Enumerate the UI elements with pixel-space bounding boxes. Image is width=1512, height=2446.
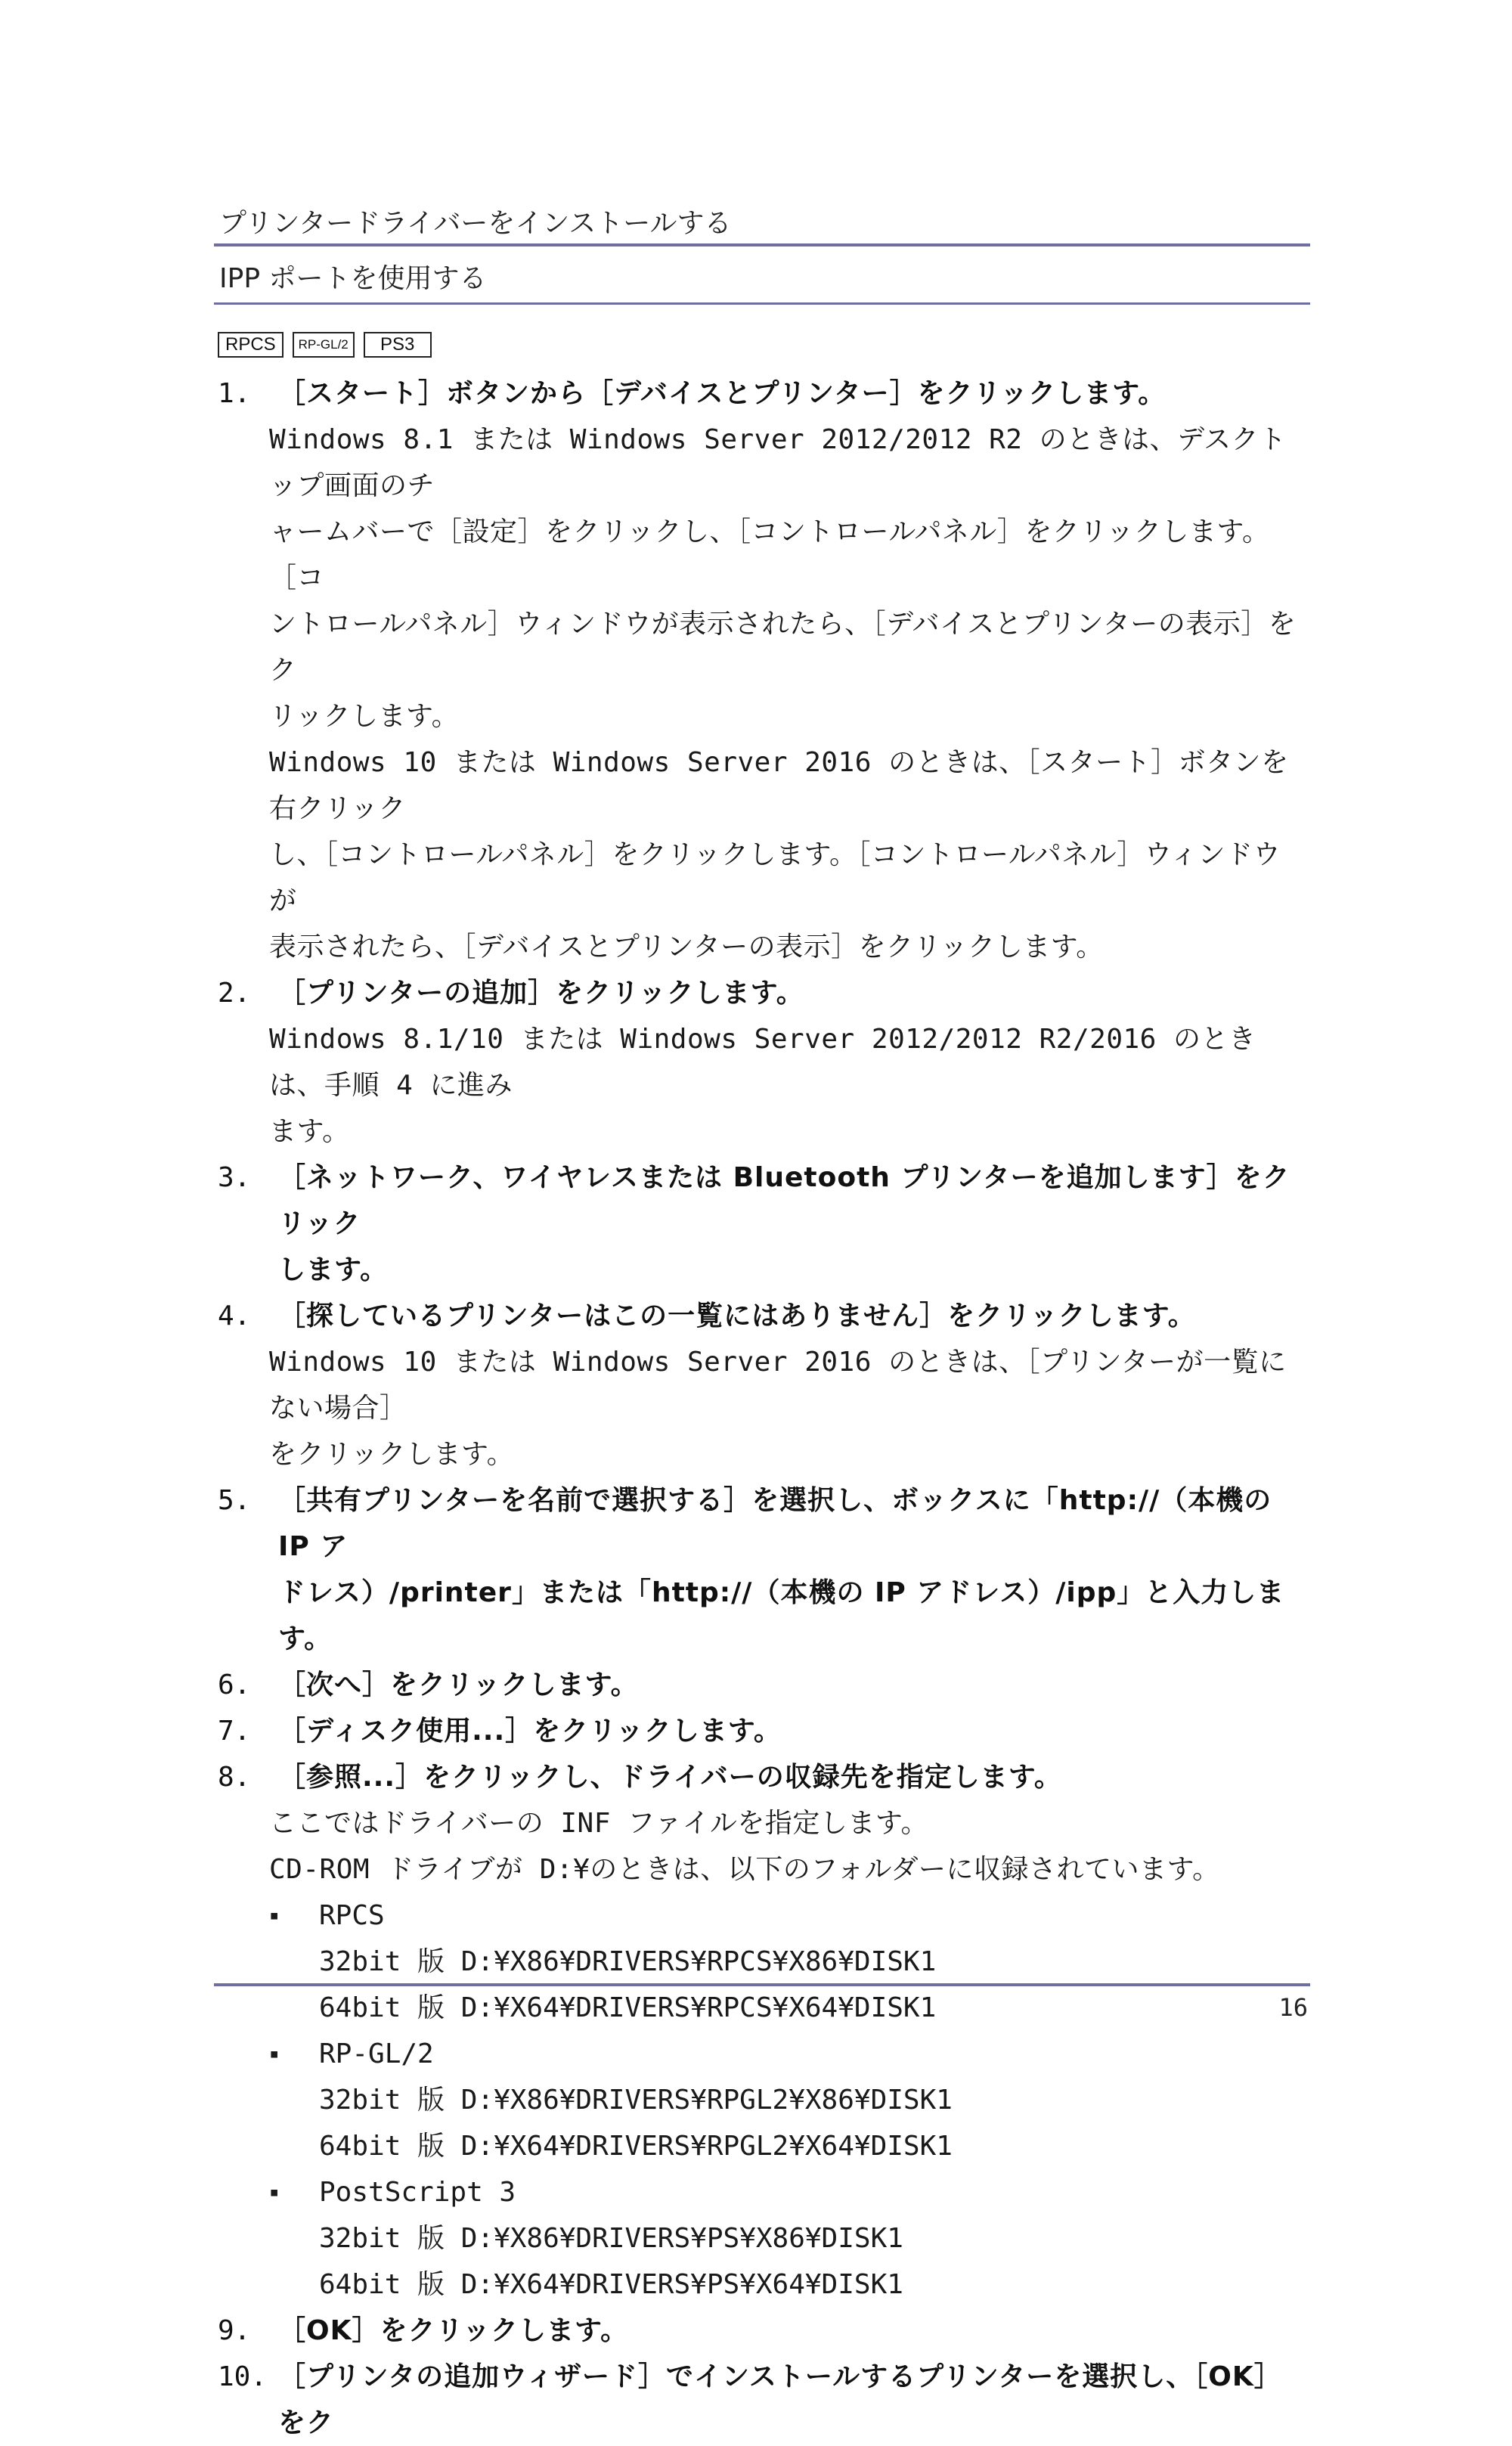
driver-name: RP-GL/2	[319, 2038, 434, 2069]
step-number: 7.	[218, 1716, 251, 1747]
driver-path: 32bit 版 D:¥X86¥DRIVERS¥RPCS¥X86¥DISK1	[319, 1946, 937, 1977]
step-note: Windows 10 または Windows Server 2016 のときは、［プリンターが一覧にない場合］	[269, 1347, 1287, 1424]
bullet-icon: ▪	[269, 2183, 280, 2202]
step-9	[218, 2308, 1306, 2354]
step-instruction-continued: ドレス）/printer」または「http://（本機の IP アドレス）/ipp」と入力します。	[278, 1577, 1285, 1654]
step-number: 2.	[218, 978, 251, 1009]
step-note: ます。	[269, 1116, 350, 1147]
step-instruction: ［プリンタの追加ウィザード］でインストールするプリンターを選択し、［OK］をク	[278, 2361, 1282, 2438]
step-note: ャームバーで［設定］をクリックし、［コントロールパネル］をクリックします。［コ	[269, 516, 1270, 594]
step-8	[218, 1754, 1306, 2308]
driver-name: PostScript 3	[319, 2177, 516, 2208]
procedure-steps	[218, 370, 1306, 2446]
step-note: ントロールパネル］ウィンドウが表示されたら、［デバイスとプリンターの表示］をク	[269, 609, 1297, 686]
page-number: 16	[1278, 1993, 1308, 2022]
driver-path: 32bit 版 D:¥X86¥DRIVERS¥PS¥X86¥DISK1	[319, 2223, 903, 2254]
step-instruction: ［参照...］をクリックし、ドライバーの収録先を指定します。	[278, 1762, 1062, 1793]
step-instruction: ［探しているプリンターはこの一覧にはありません］をクリックします。	[278, 1301, 1196, 1332]
footer-rule	[214, 1983, 1310, 1986]
badge-rpcs: RPCS	[218, 332, 284, 358]
step-note: をクリックします。	[269, 1439, 515, 1470]
badge-rpgl2: RP-GL/2	[293, 332, 355, 358]
step-instruction: ［ディスク使用...］をクリックします。	[278, 1716, 782, 1747]
step-number: 3.	[218, 1162, 251, 1193]
step-instruction: ［OK］をクリックします。	[278, 2315, 629, 2346]
step-note: Windows 8.1/10 または Windows Server 2012/2012 R2/2016 のときは、手順 4 に進み	[269, 1024, 1256, 1101]
step-number: 8.	[218, 1762, 251, 1793]
driver-list-item	[269, 1893, 1306, 1939]
bullet-icon: ▪	[269, 1906, 280, 1925]
step-number: 4.	[218, 1301, 251, 1332]
step-note: リックします。	[269, 701, 460, 732]
bullet-icon: ▪	[269, 2045, 280, 2063]
step-number: 9.	[218, 2315, 251, 2346]
step-instruction-continued: します。	[278, 1254, 389, 1285]
driver-path: 64bit 版 D:¥X64¥DRIVERS¥RPCS¥X64¥DISK1	[319, 1992, 937, 2023]
step-instruction: ［次へ］をクリックします。	[278, 1669, 639, 1700]
chapter-title: プリンタードライバーをインストールする	[219, 208, 732, 239]
step-note: ここではドライバーの INF ファイルを指定します。	[269, 1808, 928, 1839]
driver-list-item	[269, 2031, 1306, 2077]
step-number: 6.	[218, 1669, 251, 1700]
step-instruction: ［共有プリンターを名前で選択する］を選択し、ボックスに「http://（本機の IP ア	[278, 1485, 1272, 1562]
step-instruction: ［プリンターの追加］をクリックします。	[278, 978, 804, 1009]
step-instruction: ［スタート］ボタンから［デバイスとプリンター］をクリックします。	[278, 378, 1167, 409]
step-note: Windows 10 または Windows Server 2016 のときは、［スタート］ボタンを右クリック	[269, 747, 1289, 824]
step-note: し、［コントロールパネル］をクリックします。［コントロールパネル］ウィンドウが	[269, 839, 1281, 916]
step-4	[218, 1293, 1306, 1477]
driver-path: 64bit 版 D:¥X64¥DRIVERS¥PS¥X64¥DISK1	[319, 2269, 903, 2300]
step-number: 1.	[218, 378, 251, 409]
step-7	[218, 1708, 1306, 1754]
step-2	[218, 970, 1306, 1155]
driver-list-item	[269, 2169, 1306, 2215]
step-note: CD-ROM ドライブが D:¥のときは、以下のフォルダーに収録されています。	[269, 1854, 1220, 1885]
step-3	[218, 1155, 1306, 1293]
driver-path: 64bit 版 D:¥X64¥DRIVERS¥RPGL2¥X64¥DISK1	[319, 2131, 953, 2162]
step-10	[218, 2354, 1306, 2446]
step-note: 表示されたら、［デバイスとプリンターの表示］をクリックします。	[269, 932, 1104, 963]
section-rule	[214, 302, 1310, 305]
driver-name: RPCS	[319, 1900, 385, 1931]
step-number: 10.	[218, 2361, 268, 2392]
step-1	[218, 370, 1306, 970]
section-title: IPP ポートを使用する	[219, 263, 487, 294]
step-5	[218, 1477, 1306, 1662]
step-6	[218, 1662, 1306, 1708]
step-instruction: ［ネットワーク、ワイヤレスまたは Bluetooth プリンターを追加します］をクリック	[278, 1162, 1290, 1239]
chapter-rule	[214, 243, 1310, 246]
driver-path: 32bit 版 D:¥X86¥DRIVERS¥RPGL2¥X86¥DISK1	[319, 2085, 953, 2116]
badge-ps3: PS3	[364, 332, 432, 358]
step-note: Windows 8.1 または Windows Server 2012/2012 R2 のときは、デスクトップ画面のチ	[269, 424, 1287, 501]
driver-badges	[218, 332, 432, 358]
step-number: 5.	[218, 1485, 251, 1516]
